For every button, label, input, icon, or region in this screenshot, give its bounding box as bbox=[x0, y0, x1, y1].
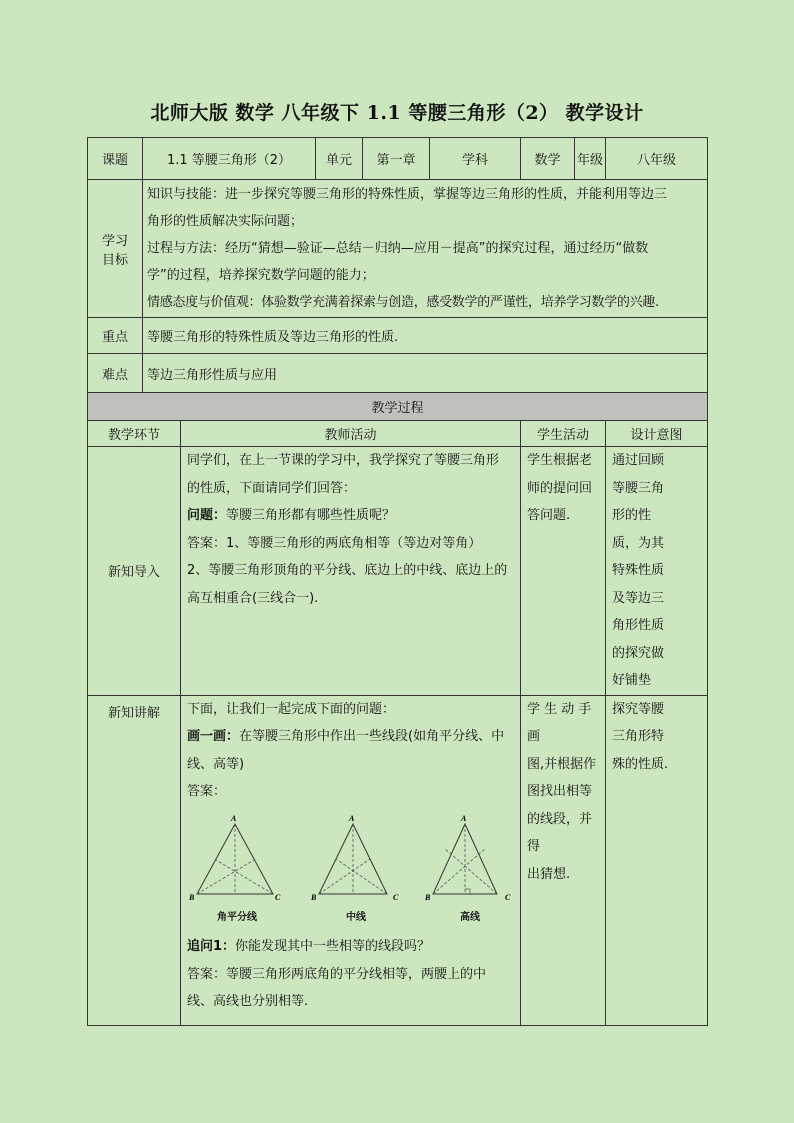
col-intent: 设计意图 bbox=[606, 421, 708, 447]
median-line bbox=[319, 859, 370, 894]
vertex-a-label: A bbox=[231, 813, 237, 823]
vertex-c-label: C bbox=[275, 892, 281, 902]
grade-value: 八年级 bbox=[606, 138, 708, 180]
student-line: 师的提问回 bbox=[527, 480, 593, 496]
stage-explain: 新知讲解 bbox=[88, 695, 181, 1025]
teacher-line: 答案：等腰三角形两底角的平分线相等，两腰上的中 bbox=[187, 966, 487, 982]
angle-bisector-diagram bbox=[187, 812, 287, 902]
unit-value: 第一章 bbox=[363, 138, 430, 180]
col-student: 学生活动 bbox=[521, 421, 606, 447]
teacher-line: 线、高线也分别相等. bbox=[187, 994, 309, 1009]
key-point-row bbox=[88, 318, 708, 354]
key-point-value: 等腰三角形的特殊性质及等边三角形的性质. bbox=[143, 318, 708, 354]
key-point-label: 重点 bbox=[88, 318, 143, 354]
unit-label: 单元 bbox=[316, 138, 363, 180]
teacher-line: 同学们，在上一节课的学习中，我学探究了等腰三角形 bbox=[187, 453, 500, 468]
follow-up-text: 你能发现其中一些相等的线段吗？ bbox=[235, 939, 431, 954]
intent-line: 好铺垫 bbox=[612, 673, 652, 688]
bisector-line bbox=[216, 860, 273, 894]
process-row-explain bbox=[88, 695, 708, 1025]
figure-caption: 中线 bbox=[346, 911, 366, 923]
student-line: 学生根据老 bbox=[527, 453, 593, 468]
teacher-line: 下面，让我们一起完成下面的问题： bbox=[187, 701, 396, 717]
difficulty-row bbox=[88, 354, 708, 393]
student-activity-explain bbox=[521, 695, 606, 1025]
teacher-line: 2、等腰三角形顶角的平分线、底边上的中线、底边上的 bbox=[187, 563, 508, 578]
process-heading: 教学过程 bbox=[88, 393, 708, 421]
intent-line: 形的性 bbox=[612, 508, 652, 523]
subject-label: 学科 bbox=[430, 138, 521, 180]
col-stage: 教学环节 bbox=[88, 421, 181, 447]
process-heading-row bbox=[88, 393, 708, 421]
draw-label: 画一画： bbox=[187, 729, 240, 744]
process-row-intro bbox=[88, 447, 708, 696]
teacher-activity-intro bbox=[181, 447, 521, 696]
median-line bbox=[336, 859, 387, 894]
vertex-c-label: C bbox=[393, 892, 399, 902]
objective-line: 学”的过程，培养探究数学问题的能力； bbox=[147, 268, 375, 283]
objective-line: 知识与技能：进一步探究等腰三角形的特殊性质，掌握等边三角形的性质，并能利用等边三 bbox=[147, 187, 668, 202]
stage-intro: 新知导入 bbox=[88, 447, 181, 696]
student-activity-intro bbox=[521, 447, 606, 696]
figure-angle-bisector bbox=[187, 812, 287, 932]
figure-median bbox=[311, 812, 401, 932]
vertex-b-label: B bbox=[311, 892, 317, 902]
answer-label: 答案： bbox=[187, 784, 227, 799]
draw-text: 在等腰三角形中作出一些线段(如角平分线、中 bbox=[239, 729, 505, 744]
altitude-line bbox=[444, 848, 497, 894]
vertex-c-label: C bbox=[505, 892, 511, 902]
vertex-b-label: B bbox=[425, 892, 431, 902]
teacher-line: 的性质，下面请同学们回答： bbox=[187, 480, 357, 496]
intent-line: 角形性质 bbox=[612, 618, 665, 633]
intent-line: 及等边三 bbox=[612, 590, 665, 606]
intent-line: 的探究做 bbox=[612, 645, 665, 661]
intent-line: 探究等腰 bbox=[612, 701, 665, 717]
student-line: 学 生 动 手 画 bbox=[527, 701, 592, 744]
objectives-row bbox=[88, 180, 708, 318]
process-columns-row bbox=[88, 421, 708, 447]
col-teacher: 教师活动 bbox=[181, 421, 521, 447]
teacher-activity-explain bbox=[181, 695, 521, 1025]
intent-line: 殊的性质. bbox=[612, 756, 669, 772]
course-value: 1.1 等腰三角形（2） bbox=[143, 138, 316, 180]
objectives-label-bottom: 目标 bbox=[101, 252, 128, 268]
intent-intro bbox=[606, 447, 708, 696]
figure-caption: 高线 bbox=[460, 911, 480, 923]
figure-altitude bbox=[425, 812, 515, 932]
bisector-line bbox=[197, 860, 254, 894]
student-line: 出猜想. bbox=[527, 866, 571, 882]
follow-up-line bbox=[187, 933, 514, 961]
objective-line: 情感态度与价值观：体验数学充满着探索与创造，感受数学的严谨性，培养学习数学的兴趣. bbox=[147, 295, 659, 310]
objectives-content bbox=[143, 180, 708, 318]
altitude-diagram bbox=[425, 812, 515, 902]
difficulty-label: 难点 bbox=[88, 354, 143, 393]
intent-line: 特殊性质 bbox=[612, 563, 665, 578]
lesson-plan-table bbox=[87, 137, 708, 1026]
student-line: 的线段，并得 bbox=[527, 811, 593, 854]
triangle-figures bbox=[187, 812, 514, 932]
intent-line: 三角形特 bbox=[612, 729, 665, 744]
document-title: 北师大版 数学 八年级下 1.1 等腰三角形（2） 教学设计 bbox=[150, 102, 644, 124]
vertex-a-label: A bbox=[349, 813, 355, 823]
subject-value: 数学 bbox=[521, 138, 575, 180]
vertex-b-label: B bbox=[189, 892, 195, 902]
median-diagram bbox=[311, 812, 401, 902]
intent-line: 通过回顾 bbox=[612, 453, 665, 468]
difficulty-value: 等边三角形性质与应用 bbox=[143, 354, 708, 393]
intent-line: 质，为其 bbox=[612, 535, 665, 551]
draw-line bbox=[187, 723, 514, 751]
student-line: 答问题. bbox=[527, 508, 571, 523]
figure-caption: 角平分线 bbox=[217, 911, 257, 923]
grade-label: 年级 bbox=[575, 138, 606, 180]
teacher-line: 答案：1、等腰三角形的两底角相等（等边对等角） bbox=[187, 535, 482, 551]
altitude-line bbox=[433, 848, 486, 894]
question-text: 等腰三角形都有哪些性质呢？ bbox=[226, 508, 396, 523]
objectives-label-top: 学习 bbox=[101, 233, 128, 249]
objectives-label bbox=[88, 180, 143, 318]
course-label: 课题 bbox=[88, 138, 143, 180]
question-line bbox=[187, 502, 514, 530]
student-line: 图找出相等 bbox=[527, 784, 593, 799]
teacher-line: 线、高等) bbox=[187, 756, 245, 772]
header-row bbox=[88, 138, 708, 180]
student-line: 图,并根据作 bbox=[527, 756, 597, 772]
intent-explain bbox=[606, 695, 708, 1025]
question-label: 问题： bbox=[187, 508, 227, 523]
follow-up-label: 追问1： bbox=[187, 939, 236, 954]
vertex-a-label: A bbox=[461, 813, 467, 823]
teacher-line: 高互相重合(三线合一). bbox=[187, 590, 319, 606]
objective-line: 角形的性质解决实际问题； bbox=[147, 214, 304, 229]
right-angle-mark bbox=[465, 889, 470, 894]
objective-line: 过程与方法：经历“猜想—验证—总结－归纳—应用－提高”的探究过程，通过经历“做数 bbox=[147, 241, 649, 256]
intent-line: 等腰三角 bbox=[612, 480, 665, 496]
